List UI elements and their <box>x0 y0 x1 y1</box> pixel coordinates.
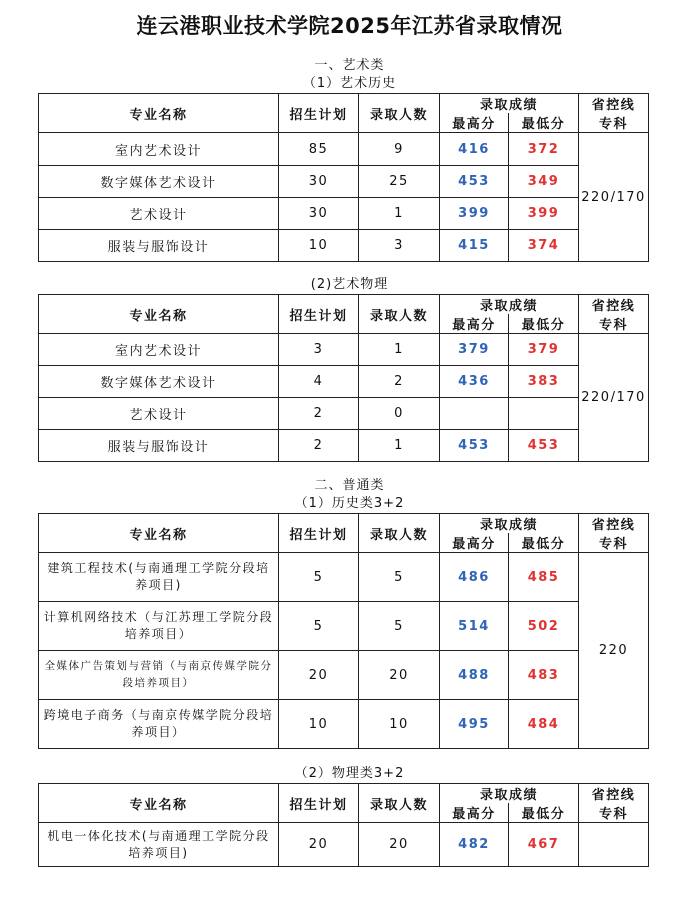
control-line-cell: 220 <box>579 553 649 749</box>
header-row <box>39 94 649 114</box>
table-row <box>39 430 649 462</box>
header-row <box>39 514 649 534</box>
header-plan: 招生计划 <box>279 94 359 133</box>
min-score-cell: 483 <box>509 651 579 700</box>
control-line-cell: 220/170 <box>579 334 649 462</box>
header-max: 最高分 <box>440 533 509 553</box>
header-admitted: 录取人数 <box>359 295 440 334</box>
table-row <box>39 166 649 198</box>
header-min: 最低分 <box>509 314 579 334</box>
max-score-cell: 486 <box>440 553 509 602</box>
major-cell: 跨境电子商务（与南京传媒学院分段培养项目） <box>39 700 279 749</box>
admission-table-general-physics <box>38 783 649 867</box>
major-cell: 全媒体广告策划与营销（与南京传媒学院分段培养项目） <box>39 651 279 700</box>
plan-cell: 10 <box>279 230 359 262</box>
max-score-cell: 495 <box>440 700 509 749</box>
max-score-cell: 453 <box>440 430 509 462</box>
admitted-cell: 1 <box>359 334 440 366</box>
admitted-cell: 25 <box>359 166 440 198</box>
plan-cell: 5 <box>279 553 359 602</box>
header-row <box>39 784 649 804</box>
header-control: 省控线 <box>579 295 649 315</box>
min-score-cell: 484 <box>509 700 579 749</box>
admission-table-art-physics <box>38 294 649 462</box>
min-score-cell: 399 <box>509 198 579 230</box>
admitted-cell: 9 <box>359 133 440 166</box>
header-score: 录取成绩 <box>440 784 579 804</box>
header-level: 专科 <box>579 314 649 334</box>
plan-cell: 20 <box>279 823 359 867</box>
admitted-cell: 3 <box>359 230 440 262</box>
header-major: 专业名称 <box>39 94 279 133</box>
min-score-cell: 374 <box>509 230 579 262</box>
header-level: 专科 <box>579 113 649 133</box>
major-cell: 建筑工程技术(与南通理工学院分段培养项目) <box>39 553 279 602</box>
max-score-cell: 416 <box>440 133 509 166</box>
header-score: 录取成绩 <box>440 295 579 315</box>
min-score-cell: 372 <box>509 133 579 166</box>
max-score-cell: 436 <box>440 366 509 398</box>
min-score-cell: 467 <box>509 823 579 867</box>
table-row <box>39 133 649 166</box>
table-row <box>39 651 649 700</box>
header-plan: 招生计划 <box>279 295 359 334</box>
table-row <box>39 230 649 262</box>
plan-cell: 30 <box>279 166 359 198</box>
header-level: 专科 <box>579 803 649 823</box>
header-major: 专业名称 <box>39 514 279 553</box>
table-row <box>39 398 649 430</box>
plan-cell: 2 <box>279 398 359 430</box>
max-score-cell: 482 <box>440 823 509 867</box>
header-level: 专科 <box>579 533 649 553</box>
major-cell: 机电一体化技术(与南通理工学院分段培养项目) <box>39 823 279 867</box>
header-row <box>39 295 649 315</box>
header-control: 省控线 <box>579 784 649 804</box>
major-cell: 室内艺术设计 <box>39 334 279 366</box>
admitted-cell: 1 <box>359 198 440 230</box>
plan-cell: 10 <box>279 700 359 749</box>
plan-cell: 3 <box>279 334 359 366</box>
header-plan: 招生计划 <box>279 784 359 823</box>
plan-cell: 20 <box>279 651 359 700</box>
header-control: 省控线 <box>579 94 649 114</box>
admitted-cell: 20 <box>359 651 440 700</box>
header-major: 专业名称 <box>39 784 279 823</box>
min-score-cell: 502 <box>509 602 579 651</box>
header-max: 最高分 <box>440 314 509 334</box>
table-caption-art-physics: (2)艺术物理 <box>310 277 389 292</box>
max-score-cell: 453 <box>440 166 509 198</box>
header-admitted: 录取人数 <box>359 94 440 133</box>
major-cell: 室内艺术设计 <box>39 133 279 166</box>
plan-cell: 85 <box>279 133 359 166</box>
admitted-cell: 5 <box>359 553 440 602</box>
admitted-cell: 0 <box>359 398 440 430</box>
plan-cell: 4 <box>279 366 359 398</box>
page-title: 连云港职业技术学院2025年江苏省录取情况 <box>136 14 563 38</box>
section-heading-general: 二、普通类 <box>314 478 385 493</box>
max-score-cell: 399 <box>440 198 509 230</box>
table-row <box>39 823 649 867</box>
min-score-cell: 383 <box>509 366 579 398</box>
major-cell: 计算机网络技术（与江苏理工学院分段培养项目） <box>39 602 279 651</box>
max-score-cell <box>440 398 509 430</box>
table-row <box>39 198 649 230</box>
major-cell: 服装与服饰设计 <box>39 230 279 262</box>
control-line-cell: 220/170 <box>579 133 649 262</box>
header-score: 录取成绩 <box>440 514 579 534</box>
max-score-cell: 415 <box>440 230 509 262</box>
plan-cell: 30 <box>279 198 359 230</box>
header-score: 录取成绩 <box>440 94 579 114</box>
table-row <box>39 553 649 602</box>
admitted-cell: 20 <box>359 823 440 867</box>
major-cell: 服装与服饰设计 <box>39 430 279 462</box>
major-cell: 艺术设计 <box>39 398 279 430</box>
min-score-cell: 379 <box>509 334 579 366</box>
header-max: 最高分 <box>440 113 509 133</box>
table-row <box>39 366 649 398</box>
section-heading-art: 一、艺术类 <box>314 58 385 73</box>
header-min: 最低分 <box>509 803 579 823</box>
table-row <box>39 602 649 651</box>
plan-cell: 2 <box>279 430 359 462</box>
admitted-cell: 10 <box>359 700 440 749</box>
max-score-cell: 514 <box>440 602 509 651</box>
header-admitted: 录取人数 <box>359 784 440 823</box>
admitted-cell: 2 <box>359 366 440 398</box>
table-caption-general-physics: （2）物理类3+2 <box>294 766 405 781</box>
max-score-cell: 379 <box>440 334 509 366</box>
admission-table-general-history <box>38 513 649 749</box>
header-major: 专业名称 <box>39 295 279 334</box>
table-row <box>39 700 649 749</box>
header-admitted: 录取人数 <box>359 514 440 553</box>
admitted-cell: 5 <box>359 602 440 651</box>
max-score-cell: 488 <box>440 651 509 700</box>
header-min: 最低分 <box>509 533 579 553</box>
major-cell: 数字媒体艺术设计 <box>39 366 279 398</box>
min-score-cell <box>509 398 579 430</box>
table-caption-general-history: （1）历史类3+2 <box>294 496 405 511</box>
table-row <box>39 334 649 366</box>
major-cell: 艺术设计 <box>39 198 279 230</box>
header-max: 最高分 <box>440 803 509 823</box>
min-score-cell: 349 <box>509 166 579 198</box>
min-score-cell: 453 <box>509 430 579 462</box>
major-cell: 数字媒体艺术设计 <box>39 166 279 198</box>
header-min: 最低分 <box>509 113 579 133</box>
table-caption-art-history: （1）艺术历史 <box>302 76 397 91</box>
control-line-cell <box>579 823 649 867</box>
min-score-cell: 485 <box>509 553 579 602</box>
admission-table-art-history <box>38 93 649 262</box>
admitted-cell: 1 <box>359 430 440 462</box>
header-plan: 招生计划 <box>279 514 359 553</box>
plan-cell: 5 <box>279 602 359 651</box>
header-control: 省控线 <box>579 514 649 534</box>
